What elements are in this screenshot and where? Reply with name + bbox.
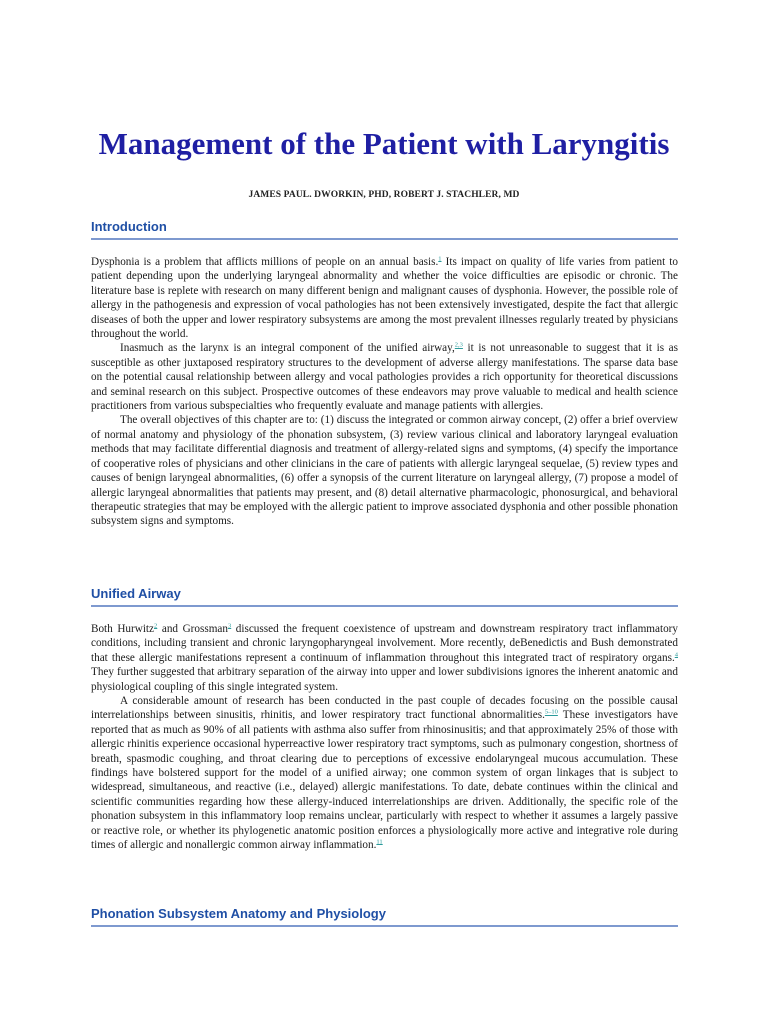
paragraph	[91, 622, 678, 694]
paragraph	[91, 413, 678, 528]
text-run: Inasmuch as the larynx is an integral component of the unified airway,	[120, 342, 455, 355]
author-line: JAMES PAUL. DWORKIN, PHD, ROBERT J. STACHLER, MD	[248, 190, 520, 200]
text-run: These investigators have reported that as much as 90% of all patients with asthma also suffer from rhinosinusitis; and that approximately 25% of those with allergic rhinitis experience occasional hyperreactive lower respiratory tract symptoms, such as pulmonary congestion, shortness of breath, spasmodic coughing, and throat clearing due to perceptions of excessive endolaryngeal mucous accumulation. These findings have bolstered support for the model of a unified airway; one common system of organ linkages that is subject to widespread, simultaneous, and reactive (i.e., delayed) allergic manifestations. To date, debate continues within the clinical and scientific communities regarding how these allergy-induced interrelationships are driven. Additionally, the specific role of the phonation subsystem in this inflammatory loop remains unclear, particularly with respect to whether it assumes a largely passive or reactive role, or whether its phylogenetic anatomic position enforces a physiologically more active and integrative role during times of allergic and nonallergic common airway inflammation.	[91, 709, 678, 852]
document-title: Management of the Patient with Laryngitis	[98, 126, 670, 161]
citation-link[interactable]: 2,3	[454, 341, 463, 349]
text-run: They further suggested that arbitrary separation of the airway into upper and lower subdivisions ignores the inherent anatomic and physiological coupling of this single integrated system.	[91, 666, 678, 693]
text-run: and Grossman	[157, 623, 228, 635]
section-body-introduction	[91, 255, 678, 529]
citation-link[interactable]: 2	[154, 622, 158, 630]
citation-link[interactable]: 1	[438, 255, 442, 263]
text-run: Its impact on quality of life varies from patient to patient depending upon the underlying laryngeal abnormality and whether the voice difficulties are episodic or chronic. The literature base is replete with research on many different benign and malignant causes of dysphonia. However, the possible role of allergy in the pathogenesis and expression of vocal pathologies has not been extensively investigated, despite the fact that allergic diseases of both the upper and lower respiratory subsystems are among the most prevalent illnesses regularly treated by physicians throughout the world.	[91, 256, 678, 341]
paragraph	[91, 341, 678, 413]
section-body-unified-airway	[91, 622, 678, 853]
citation-link[interactable]: 3	[227, 622, 232, 630]
section-heading-unified-airway: Unified Airway	[91, 586, 678, 607]
citation-link[interactable]: 11	[376, 838, 383, 846]
section-heading-phonation-subsystem: Phonation Subsystem Anatomy and Physiology	[91, 906, 678, 927]
paragraph	[91, 255, 678, 341]
section-heading-introduction: Introduction	[91, 219, 678, 240]
text-run: A considerable amount of research has been conducted in the past couple of decades focusing on the possible causal interrelationships between sinusitis, rhinitis, and lower respiratory tract functional abnormalities.	[91, 695, 678, 722]
citation-link[interactable]: 4	[674, 651, 678, 659]
paragraph	[91, 694, 678, 852]
text-run: discussed the frequent coexistence of upstream and downstream respiratory tract inflammatory conditions, including transient and chronic laryngopharyngeal involvement. More recently, deBenedictis and Bush demonstrated that these allergic manifestations represent a continuum of inflammation throughout this integrated tract of respiratory organs.	[91, 623, 678, 664]
text-run: it is not unreasonable to suggest that it is as susceptible as other juxtaposed respiratory structures to the development of adverse allergy manifestations. The sparse data base on the potential causal relationship between allergy and vocal pathologies provides a rich opportunity for theoretical discussions and seminal research on this subject. Prospective outcomes of these endeavors may prove valuable to medical and health science practitioners from various subspecialties who frequently evaluate and manage patients with allergies.	[91, 342, 678, 413]
citation-link[interactable]: 5–10	[544, 708, 558, 716]
text-run: Both Hurwitz	[91, 623, 155, 635]
text-run: The overall objectives of this chapter are to: (1) discuss the integrated or common airway concept, (2) offer a brief overview of normal anatomy and physiology of the phonation subsystem, (3) review various clinical and laboratory laryngeal evaluation methods that may facilitate differential diagnosis and treatment of allergy-related signs and symptoms, (4) specify the importance of cooperative roles of physicians and other clinicians in the care of patients with allergic laryngeal sequelae, (5) review types and causes of benign laryngeal abnormalities, (6) offer a synopsis of the current literature on laryngeal allergy, (7) propose a model of allergic laryngeal abnormalities that patients may present, and (8) detail alternative pharmacologic, phonosurgical, and behavioral therapeutic strategies that may be employed with the allergic patient to improve associated dysphonia and other possible phonation subsystem signs and symptoms.	[91, 414, 678, 528]
text-run: Dysphonia is a problem that afflicts millions of people on an annual basis.	[91, 256, 439, 268]
